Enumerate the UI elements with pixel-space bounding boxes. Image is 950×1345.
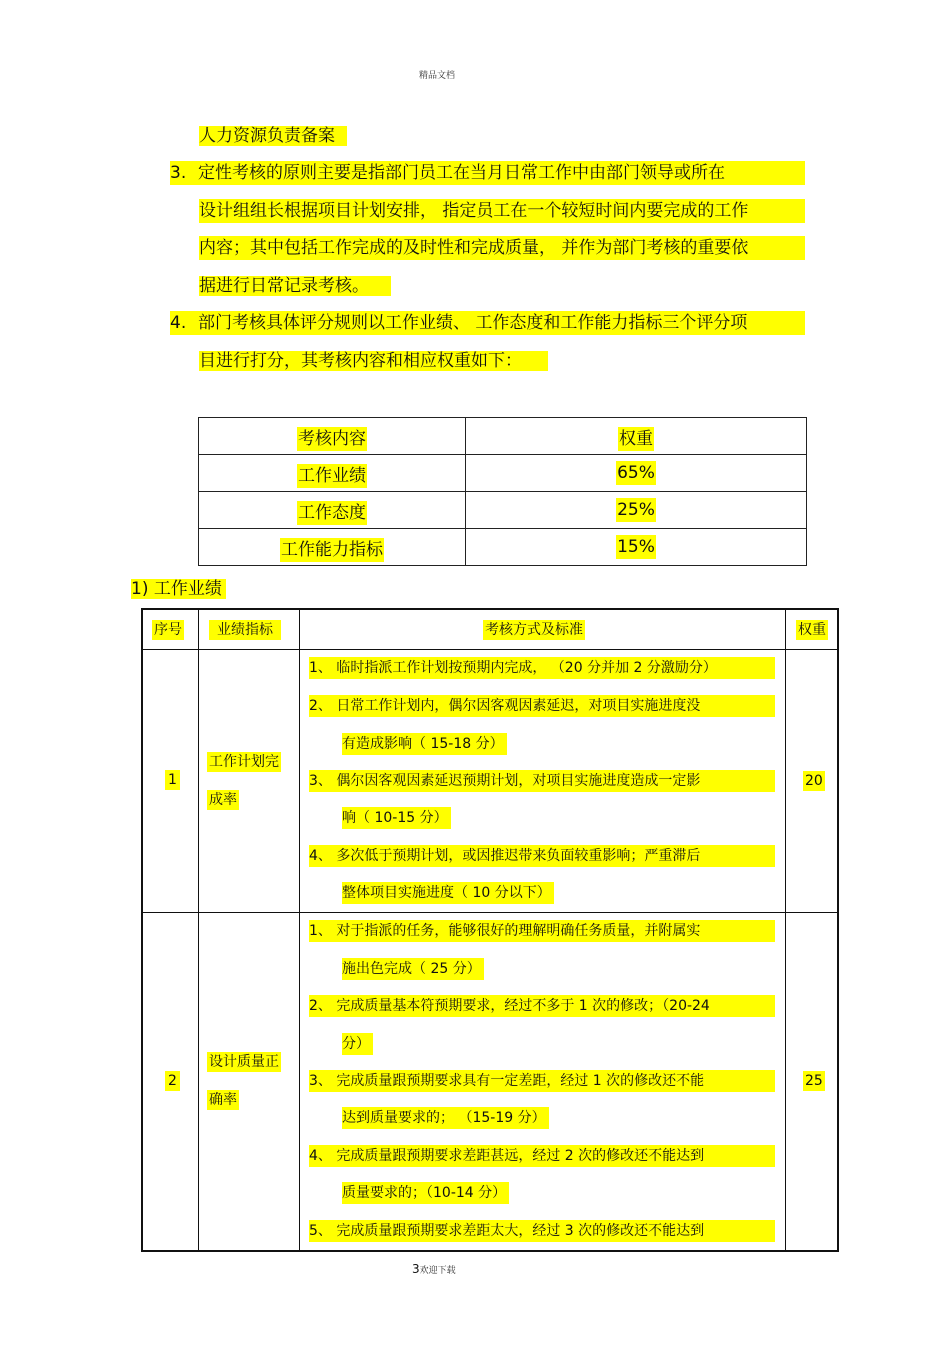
criteria-line: 达到质量要求的； （15-19 分） xyxy=(342,1107,549,1129)
summary-row xyxy=(199,455,807,492)
row-1-index: 1 xyxy=(165,770,180,790)
intro-text: 人力资源负责备案 xyxy=(199,126,347,146)
item-3-line-2 xyxy=(199,199,805,223)
page-footer xyxy=(412,1262,456,1276)
item-4-line-2 xyxy=(199,349,548,373)
item-3-text: 定性考核的原则主要是指部门员工在当月日常工作中由部门领导或所在 xyxy=(198,163,725,183)
header-criteria: 考核方式及标准 xyxy=(485,622,583,638)
item-3-text: 设计组组长根据项目计划安排， 指定员工在一个较短时间内要完成的工作 xyxy=(199,201,749,221)
summary-cell: 15% xyxy=(466,529,807,566)
criteria-line: 4、 多次低于预期计划，或因推迟带来负面较重影响；严重滞后 xyxy=(309,845,775,867)
column-divider xyxy=(785,610,786,1250)
row-2-index: 2 xyxy=(165,1071,180,1091)
summary-row xyxy=(199,492,807,529)
row-2-indicator: 确率 xyxy=(209,1092,237,1108)
criteria-line: 3、 偶尔因客观因素延迟预期计划，对项目实施进度造成一定影 xyxy=(309,770,775,792)
row-divider xyxy=(143,912,837,913)
intro-line xyxy=(199,124,347,148)
header-watermark: 精品文档 xyxy=(419,71,456,81)
item-4-line-1 xyxy=(170,311,805,335)
item-3-line-3 xyxy=(199,236,805,260)
item-3-text: 据进行日常记录考核。 xyxy=(199,276,391,296)
summary-cell: 工作态度 xyxy=(199,492,466,529)
criteria-line: 整体项目实施进度（ 10 分以下） xyxy=(342,882,554,904)
summary-header-cell: 权重 xyxy=(466,418,807,455)
section-1-title: 1) 工作业绩 xyxy=(131,577,226,601)
summary-cell: 65% xyxy=(466,455,807,492)
column-divider xyxy=(198,610,199,1250)
footer-text: 欢迎下载 xyxy=(419,1266,456,1276)
header-indicator: 业绩指标 xyxy=(209,620,281,640)
criteria-line: 2、 完成质量基本符预期要求，经过不多于 1 次的修改；（20-24 xyxy=(309,995,775,1017)
detail-table xyxy=(141,608,839,1252)
criteria-line: 5、 完成质量跟预期要求差距太大，经过 3 次的修改还不能达到 xyxy=(309,1220,775,1242)
criteria-line: 施出色完成（ 25 分） xyxy=(342,958,484,980)
item-3-line-4 xyxy=(199,274,391,298)
summary-header-row xyxy=(199,418,807,455)
row-2-weight: 25 xyxy=(805,1073,823,1089)
row-1-weight: 20 xyxy=(805,773,823,789)
summary-header-cell: 考核内容 xyxy=(199,418,466,455)
item-3-number: 3. xyxy=(170,163,187,183)
summary-cell: 25% xyxy=(466,492,807,529)
item-4-text: 部门考核具体评分规则以工作业绩、 工作态度和工作能力指标三个评分项 xyxy=(198,313,748,333)
row-1-indicator: 工作计划完 xyxy=(209,754,279,770)
criteria-line: 分） xyxy=(342,1033,373,1055)
summary-table xyxy=(198,417,807,566)
column-divider xyxy=(299,610,300,1250)
header-index: 序号 xyxy=(154,622,182,638)
row-2-indicator: 设计质量正 xyxy=(209,1054,279,1070)
row-divider xyxy=(143,649,837,650)
criteria-line: 有造成影响（ 15-18 分） xyxy=(342,733,507,755)
item-4-text: 目进行打分，其考核内容和相应权重如下： xyxy=(199,351,548,371)
criteria-line: 4、 完成质量跟预期要求差距甚远，经过 2 次的修改还不能达到 xyxy=(309,1145,775,1167)
item-3-line-1 xyxy=(170,161,805,185)
summary-cell: 工作能力指标 xyxy=(199,529,466,566)
page-number: 3 xyxy=(412,1262,420,1276)
header-weight: 权重 xyxy=(798,622,826,638)
item-3-text: 内容；其中包括工作完成的及时性和完成质量， 并作为部门考核的重要依 xyxy=(199,238,749,258)
criteria-line: 2、 日常工作计划内，偶尔因客观因素延迟，对项目实施进度没 xyxy=(309,695,775,717)
criteria-line: 响（ 10-15 分） xyxy=(342,807,451,829)
criteria-line: 1、 临时指派工作计划按预期内完成， （20 分并加 2 分激励分） xyxy=(309,657,775,679)
criteria-line: 质量要求的；（10-14 分） xyxy=(342,1182,509,1204)
criteria-line: 3、 完成质量跟预期要求具有一定差距，经过 1 次的修改还不能 xyxy=(309,1070,775,1092)
summary-cell: 工作业绩 xyxy=(199,455,466,492)
item-4-number: 4. xyxy=(170,313,187,333)
summary-row xyxy=(199,529,807,566)
criteria-line: 1、 对于指派的任务，能够很好的理解明确任务质量，并附属实 xyxy=(309,920,775,942)
row-1-indicator: 成率 xyxy=(209,792,237,808)
